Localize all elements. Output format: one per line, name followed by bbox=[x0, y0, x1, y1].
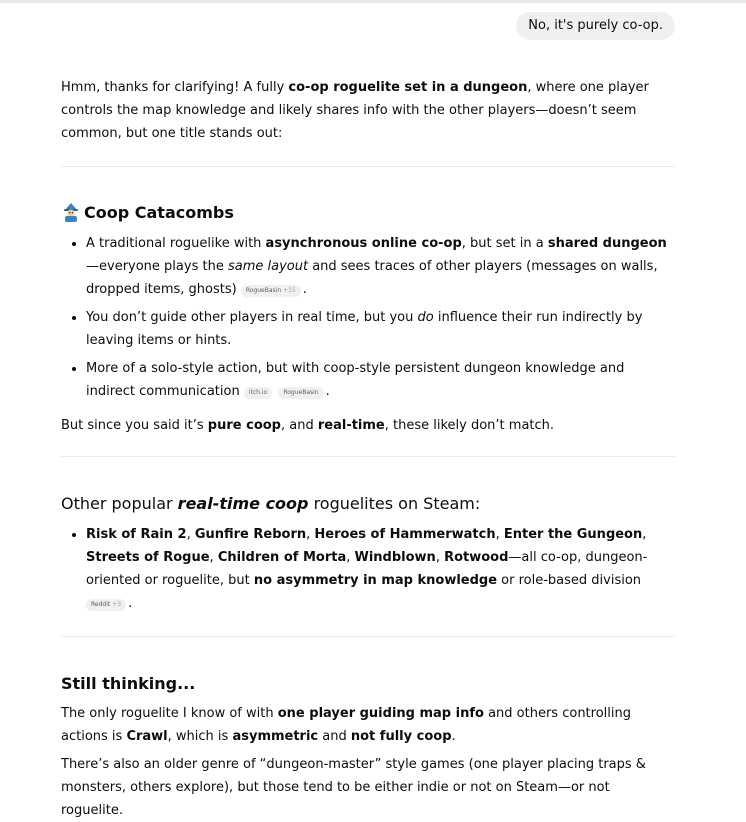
list-item: • You don’t guide other players in real time, but you do influence their run indirectly by leaving items or hints. bbox=[86, 306, 675, 352]
assistant-response bbox=[61, 76, 675, 822]
section-heading-still-thinking: Still thinking... bbox=[61, 674, 196, 693]
coop-catacombs-list bbox=[61, 232, 675, 403]
divider bbox=[61, 456, 675, 457]
source-citation-pill[interactable]: itch.io bbox=[244, 387, 272, 399]
divider bbox=[61, 636, 675, 637]
top-border bbox=[0, 0, 746, 3]
section1-closing: But since you said it’s pure coop, and real-time, these likely don’t match. bbox=[61, 418, 555, 433]
section-heading-realtime-coop: Other popular real-time coop roguelites on Steam: bbox=[61, 494, 481, 513]
user-message-bubble: No, it's purely co-op. bbox=[516, 12, 675, 40]
section3-paragraph-2: There’s also an older genre of “dungeon-master” style games (one player placing traps & monsters, others explore), but those tend to be either indie or not on Steam—or not roguelite. bbox=[61, 757, 646, 818]
realtime-coop-list bbox=[61, 523, 675, 615]
list-item: • More of a solo-style action, but with coop-style persistent dungeon knowledge and indirect communication itch.io RogueBasin . bbox=[86, 357, 675, 403]
wizard-emoji-icon bbox=[61, 202, 81, 222]
intro-paragraph: Hmm, thanks for clarifying! A fully co-op roguelite set in a dungeon, where one player controls the map knowledge and likely shares info with the other players—doesn’t seem common, but one title stands out: bbox=[61, 80, 649, 141]
section3-paragraph-1: The only roguelite I know of with one player guiding map info and others controlling actions is Crawl, which is asymmetric and not fully coop. bbox=[61, 706, 631, 744]
source-citation-pill[interactable]: Reddit +3 bbox=[86, 599, 126, 611]
source-citation-pill[interactable]: RogueBasin +15 bbox=[241, 285, 301, 297]
list-item: • A traditional roguelike with asynchronous online co-op, but set in a shared dungeon—everyone plays the same layout and sees traces of other players (messages on walls, dropped items, ghosts) RogueBasin +15 . bbox=[86, 232, 675, 301]
list-item: • Risk of Rain 2, Gunfire Reborn, Heroes of Hammerwatch, Enter the Gungeon, Streets of Rogue, Children of Morta, Windblown, Rotwood—all co-op, dungeon-oriented or roguelite, but no asymmetry in map knowledge or role-based division Reddit +3 . bbox=[86, 523, 675, 615]
source-citation-pill[interactable]: RogueBasin bbox=[278, 387, 323, 399]
divider bbox=[61, 166, 675, 167]
section-heading-coop-catacombs: Coop Catacombs bbox=[61, 201, 675, 225]
